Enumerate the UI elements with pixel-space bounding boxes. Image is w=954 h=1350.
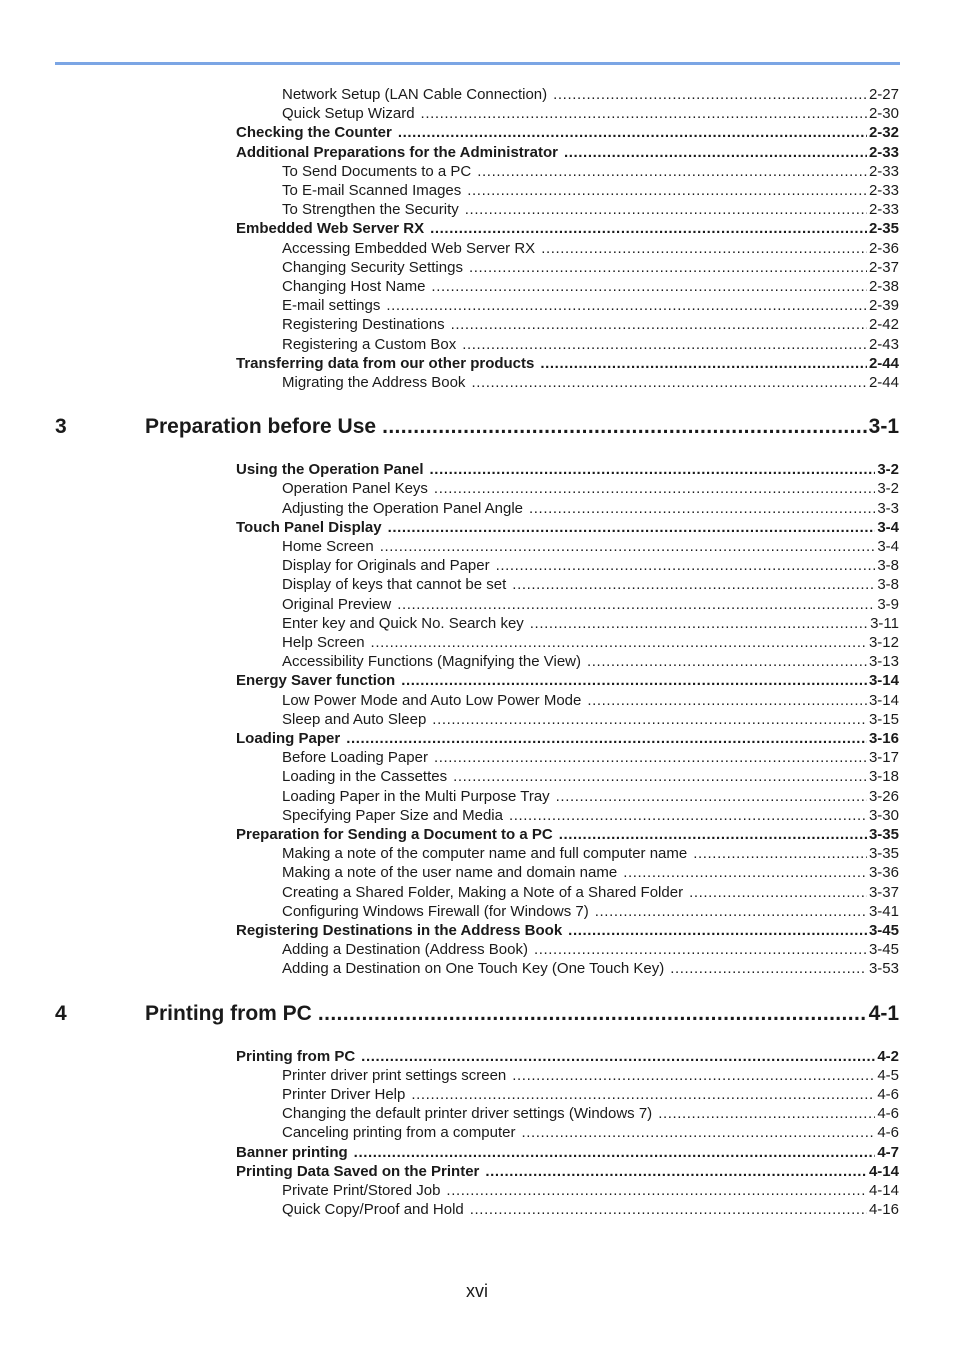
toc-entry-title: Loading in the Cassettes [282, 768, 448, 786]
toc-page-number: 2-44 [868, 354, 899, 372]
toc-section-entry[interactable] [236, 1144, 899, 1161]
toc-subsection-entry[interactable] [282, 576, 899, 593]
dot-leader [430, 461, 876, 478]
toc-subsection-entry[interactable] [282, 788, 899, 805]
toc-page-number: 3-8 [877, 576, 899, 594]
toc-page-number: 3-53 [868, 960, 899, 978]
toc-entry-title: Preparation before Use [145, 415, 377, 439]
dot-leader [521, 1124, 875, 1141]
toc-entry-title: Registering Destinations [282, 316, 445, 334]
toc-section-entry[interactable] [236, 730, 899, 747]
toc-entry-title: Accessing Embedded Web Server RX [282, 239, 536, 257]
toc-page-number: 3-4 [877, 538, 899, 555]
toc-entry-title: Printer Driver Help [282, 1086, 406, 1103]
toc-page-number: 2-38 [868, 278, 899, 295]
toc-subsection-entry[interactable] [282, 240, 899, 257]
toc-entry-title: Changing the default printer driver settings (Windows 7) [282, 1105, 653, 1123]
dot-leader [564, 144, 867, 161]
toc-page-number: 3-14 [868, 672, 899, 690]
toc-subsection-entry[interactable] [282, 316, 899, 333]
toc-page-number: 2-33 [868, 201, 899, 219]
dot-leader [421, 105, 867, 122]
toc-subsection-entry[interactable] [282, 711, 899, 728]
dot-leader [371, 634, 867, 651]
toc-page-number: 3-45 [868, 941, 899, 959]
dot-leader [512, 576, 875, 593]
dot-leader [595, 903, 867, 920]
dot-leader [471, 374, 867, 391]
toc-subsection-entry[interactable] [282, 163, 899, 180]
toc-subsection-entry[interactable] [282, 692, 899, 709]
toc-subsection-entry[interactable] [282, 807, 899, 824]
toc-entry-title: Low Power Mode and Auto Low Power Mode [282, 691, 582, 709]
toc-subsection-entry[interactable] [282, 634, 899, 651]
dot-leader [453, 768, 867, 785]
toc-entry-title: Embedded Web Server RX [236, 220, 425, 238]
dot-leader [354, 1144, 876, 1161]
toc-page-number: 2-33 [868, 162, 899, 180]
toc-subsection-entry[interactable] [282, 864, 899, 881]
dot-leader [401, 672, 867, 689]
toc-page-number: 3-30 [868, 806, 899, 824]
toc-entry-title: Adding a Destination (Address Book) [282, 941, 528, 959]
toc-entry-title: Preparation for Sending a Document to a PC [236, 826, 553, 843]
toc-subsection-entry[interactable] [282, 960, 899, 977]
dot-leader [361, 1048, 875, 1065]
dot-leader [477, 163, 867, 180]
toc-page-number: 3-26 [868, 787, 899, 805]
toc-entry-title: Additional Preparations for the Administrator [236, 143, 558, 161]
toc-subsection-entry[interactable] [282, 768, 899, 785]
toc-entry-title: Help Screen [282, 634, 365, 651]
toc-page-number: 4-5 [877, 1066, 899, 1084]
toc-page-number: 4-16 [868, 1201, 899, 1219]
dot-leader [587, 653, 867, 670]
dot-leader [398, 124, 867, 141]
dot-leader [430, 220, 867, 237]
dot-leader [530, 615, 868, 632]
dot-leader [434, 480, 875, 497]
toc-page-number: 3-41 [868, 902, 899, 920]
dot-leader [462, 336, 867, 353]
toc-page-number: 3-2 [877, 461, 899, 479]
dot-leader [512, 1067, 875, 1084]
toc-page-number: 3-4 [877, 518, 899, 536]
toc-entry-title: Checking the Counter [236, 124, 392, 142]
toc-entry-title: Registering Destinations in the Address Book [236, 922, 563, 939]
toc-page-number: 2-32 [868, 124, 899, 142]
toc-subsection-entry[interactable] [282, 1105, 899, 1122]
dot-leader [451, 316, 867, 333]
dot-leader [380, 538, 876, 555]
toc-page-number: 3-8 [877, 557, 899, 575]
dot-leader [670, 960, 867, 977]
toc-entry-title: Making a note of the user name and domain name [282, 864, 618, 882]
toc-section-entry[interactable] [236, 461, 899, 478]
dot-leader [534, 941, 867, 958]
dot-leader [388, 519, 876, 536]
toc-subsection-entry[interactable] [282, 596, 899, 613]
dot-leader [432, 711, 867, 728]
toc-page-number: 4-14 [868, 1162, 899, 1180]
toc-page-number: 2-33 [868, 182, 899, 199]
toc-section-entry[interactable] [236, 826, 899, 843]
dot-leader [469, 259, 867, 276]
dot-leader [541, 240, 867, 257]
toc-section-entry[interactable] [236, 220, 899, 237]
dot-leader [382, 415, 867, 439]
toc-page-number: 3-2 [877, 480, 899, 498]
toc-entry-title: Changing Security Settings [282, 258, 463, 276]
dot-leader [496, 557, 876, 574]
toc-page-number: 3-37 [868, 883, 899, 901]
toc-entry-title: Printing from PC [236, 1047, 356, 1065]
chapter-number: 4 [55, 1001, 67, 1025]
dot-leader [346, 730, 867, 747]
toc-entry-title: To Strengthen the Security [282, 201, 459, 219]
dot-leader [397, 596, 875, 613]
dot-leader [467, 182, 867, 199]
toc-entry-title: Quick Setup Wizard [282, 105, 415, 123]
toc-subsection-entry[interactable] [282, 259, 899, 276]
toc-page-number: 2-37 [868, 258, 899, 276]
dot-leader [465, 201, 867, 218]
toc-subsection-entry[interactable] [282, 480, 899, 497]
toc-page-number: 3-12 [868, 634, 899, 651]
toc-section-entry[interactable] [236, 144, 899, 161]
toc-page-number: 3-3 [877, 499, 899, 517]
toc-subsection-entry[interactable] [282, 336, 899, 353]
toc-entry-title: Energy Saver function [236, 672, 396, 690]
toc-page-number: 3-16 [868, 730, 899, 747]
dot-leader [568, 922, 867, 939]
dot-leader [470, 1201, 867, 1218]
toc-subsection-entry[interactable] [282, 941, 899, 958]
toc-page-number: 3-1 [868, 415, 899, 439]
toc-page-number: 4-1 [868, 1001, 899, 1025]
toc-entry-title: Loading Paper in the Multi Purpose Tray [282, 787, 550, 805]
dot-leader [318, 1002, 867, 1026]
toc-subsection-entry[interactable] [282, 845, 899, 862]
toc-entry-title: Display of keys that cannot be set [282, 576, 507, 594]
toc-entry-title: Private Print/Stored Job [282, 1182, 441, 1199]
dot-leader [434, 749, 867, 766]
toc-page-number: 4-14 [868, 1182, 899, 1199]
dot-leader [509, 807, 867, 824]
toc-page-number: 4-6 [877, 1105, 899, 1123]
toc-entry-title: Configuring Windows Firewall (for Windows 7) [282, 902, 589, 920]
toc-entry-title: To E-mail Scanned Images [282, 182, 462, 199]
toc-entry-title: Using the Operation Panel [236, 461, 424, 479]
toc-entry-title: Adjusting the Operation Panel Angle [282, 499, 524, 517]
toc-page-number: 3-35 [868, 826, 899, 843]
toc-page-number: 2-39 [868, 297, 899, 315]
toc-subsection-entry[interactable] [282, 105, 899, 122]
dot-leader [446, 1182, 867, 1199]
toc-entry-title: Network Setup (LAN Cable Connection) [282, 86, 548, 103]
toc-subsection-entry[interactable] [282, 538, 899, 555]
toc-entry-title: Loading Paper [236, 730, 341, 747]
dot-leader [693, 845, 867, 862]
toc-entry-title: Original Preview [282, 595, 392, 613]
toc-subsection-entry[interactable] [282, 201, 899, 218]
toc-subsection-entry[interactable] [282, 500, 899, 517]
toc-subsection-entry[interactable] [282, 1086, 899, 1103]
toc-subsection-entry[interactable] [282, 1067, 899, 1084]
dot-leader [587, 692, 867, 709]
toc-entry-title: Sleep and Auto Sleep [282, 710, 427, 728]
toc-page-number: 3-11 [870, 614, 899, 632]
toc-page-number: 2-27 [868, 86, 899, 103]
toc-page-number: 2-35 [868, 220, 899, 238]
toc-page-number: 4-6 [877, 1086, 899, 1103]
toc-subsection-entry[interactable] [282, 615, 899, 632]
toc-entry-title: Making a note of the computer name and full computer name [282, 845, 688, 863]
toc-subsection-entry[interactable] [282, 1201, 899, 1218]
toc-page-number: 4-6 [877, 1124, 899, 1142]
toc-subsection-entry[interactable] [282, 1182, 899, 1199]
toc-page-number: 3-17 [868, 749, 899, 767]
dot-leader [556, 788, 867, 805]
toc-entry-title: Printing from PC [145, 1001, 312, 1025]
toc-entry-title: Adding a Destination on One Touch Key (One Touch Key) [282, 960, 665, 978]
dot-leader [411, 1086, 875, 1103]
toc-entry-title: E-mail settings [282, 297, 381, 315]
dot-leader [559, 826, 867, 843]
toc-entry-title: Transferring data from our other products [236, 354, 535, 372]
toc-entry-title: Enter key and Quick No. Search key [282, 614, 524, 632]
toc-page-number: 2-30 [868, 105, 899, 123]
toc-section-entry[interactable] [236, 355, 899, 372]
toc-entry-title: Creating a Shared Folder, Making a Note of a Shared Folder [282, 883, 684, 901]
toc-page-number: 3-14 [868, 691, 899, 709]
toc-page-number: 3-36 [868, 864, 899, 882]
toc-entry-title: Display for Originals and Paper [282, 557, 490, 575]
toc-page-number: 2-42 [868, 316, 899, 334]
toc-page-number: 3-35 [868, 845, 899, 863]
toc-subsection-entry[interactable] [282, 884, 899, 901]
toc-page-number: 3-18 [868, 768, 899, 786]
toc-page-number: 2-44 [868, 374, 899, 391]
toc-entry-title: Registering a Custom Box [282, 335, 457, 353]
dot-leader [658, 1105, 875, 1122]
page-number: xvi [466, 1281, 488, 1301]
toc-section-entry[interactable] [236, 1163, 899, 1180]
dot-leader [431, 278, 867, 295]
toc-entry-title: Before Loading Paper [282, 749, 428, 767]
toc-entry-title: Accessibility Functions (Magnifying the View) [282, 653, 582, 671]
toc-subsection-entry[interactable] [282, 557, 899, 574]
dot-leader [529, 500, 875, 517]
header-rule [55, 62, 900, 65]
toc-section-entry[interactable] [236, 124, 899, 141]
toc-entry-title: Operation Panel Keys [282, 480, 428, 498]
dot-leader [623, 864, 867, 881]
toc-section-entry[interactable] [236, 1048, 899, 1065]
toc-entry-title: Canceling printing from a computer [282, 1124, 516, 1142]
toc-entry-title: Banner printing [236, 1143, 348, 1161]
toc-subsection-entry[interactable] [282, 749, 899, 766]
dot-leader [553, 86, 867, 103]
toc-subsection-entry[interactable] [282, 1124, 899, 1141]
toc-subsection-entry[interactable] [282, 297, 899, 314]
toc-subsection-entry[interactable] [282, 182, 899, 199]
toc-chapter-heading[interactable] [55, 1002, 899, 1026]
toc-section-entry[interactable] [236, 922, 899, 939]
toc-entry-title: Home Screen [282, 538, 374, 555]
toc-page-number: 3-15 [868, 710, 899, 728]
chapter-number: 3 [55, 415, 67, 439]
dot-leader [485, 1163, 867, 1180]
toc-subsection-entry[interactable] [282, 653, 899, 670]
dot-leader [386, 297, 867, 314]
toc-page-number: 3-9 [877, 595, 899, 613]
toc-entry-title: Printer driver print settings screen [282, 1066, 507, 1084]
toc-entry-title: Changing Host Name [282, 278, 426, 295]
dot-leader [540, 355, 867, 372]
toc-page-number: 3-45 [868, 922, 899, 939]
toc-entry-title: Touch Panel Display [236, 518, 382, 536]
toc-page-number: 4-2 [877, 1047, 899, 1065]
toc-page-number: 3-13 [868, 653, 899, 671]
toc-chapter-heading[interactable] [55, 415, 899, 439]
toc-entry-title: Migrating the Address Book [282, 374, 466, 391]
toc-entry-title: Specifying Paper Size and Media [282, 806, 503, 824]
toc-entry-title: Printing Data Saved on the Printer [236, 1162, 480, 1180]
toc-subsection-entry[interactable] [282, 86, 899, 103]
toc-subsection-entry[interactable] [282, 903, 899, 920]
toc-page-number: 4-7 [877, 1143, 899, 1161]
dot-leader [689, 884, 867, 901]
toc-section-entry[interactable] [236, 672, 899, 689]
toc-subsection-entry[interactable] [282, 374, 899, 391]
toc-section-entry[interactable] [236, 519, 899, 536]
toc-entry-title: To Send Documents to a PC [282, 162, 472, 180]
toc-page-number: 2-43 [868, 335, 899, 353]
toc-page-number: 2-33 [868, 143, 899, 161]
toc-page-number: 2-36 [868, 239, 899, 257]
toc-subsection-entry[interactable] [282, 278, 899, 295]
toc-entry-title: Quick Copy/Proof and Hold [282, 1201, 464, 1219]
